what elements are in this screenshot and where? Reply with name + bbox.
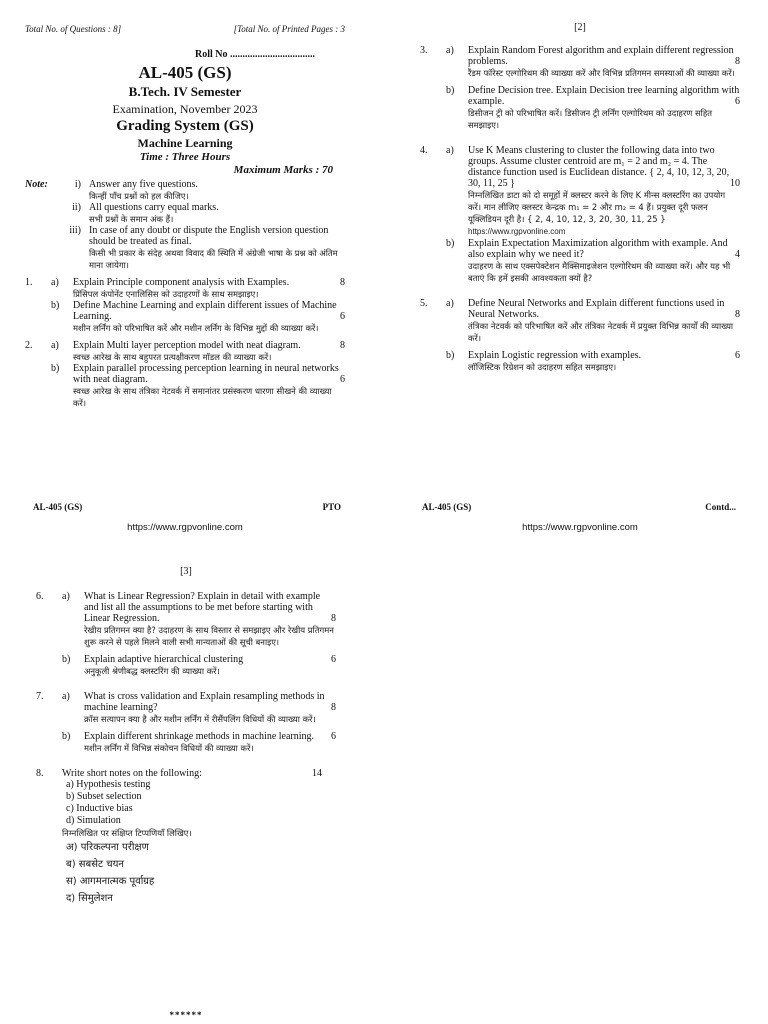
note-item: ii) All questions carry equal marks. सभी प्रश्नों के समान अंक हैं। bbox=[72, 201, 219, 224]
note-item: i) Answer any five questions. किन्हीं पाँच प्रश्नों को हल कीजिए। bbox=[74, 178, 198, 201]
marks: 8 bbox=[735, 56, 740, 67]
max-marks: Maximum Marks : 70 bbox=[233, 163, 333, 176]
question-8: 8. Write short notes on the following: 14 a) Hypothesis testing b) Subset selection c) Inductive bias d) Simulation निम्नलिखित पर संक्षिप्त टिप्पणियाँ लिखिए। अ) परिकल्पना परीक्षण ब) सबसेट चयन स) आगमनात्मक पूर्वाग्रह द) सिमुलेशन bbox=[36, 768, 336, 907]
semester: B.Tech. IV Semester bbox=[128, 83, 242, 99]
roll-no: Roll No .................................. bbox=[195, 48, 315, 60]
exam-page-2 bbox=[420, 22, 740, 542]
marks: 8 bbox=[340, 339, 345, 351]
question-3: 3. a) Explain Random Forest algorithm and explain different regression problems. 8 रैंडम फॉरेस्ट एल्गोरिथम की व्याख्या करें और विभिन्न प्रतिगमन समस्याओं की व्याख्या करें। b) Define Decision tree. Explain Decision tree learning algorithm with example. 6 डिसीजन ट्री को परिभाषित करें। डिसीजन ट्री लर्निंग एल्गोरिथम को उदाहरण सहित समझाइए। bbox=[420, 45, 740, 130]
website-url: https://www.rgpvonline.com bbox=[468, 227, 566, 236]
list-item: a) Hypothesis testing bbox=[66, 779, 151, 790]
marks: 6 bbox=[340, 373, 345, 385]
exam-time: Time : Three Hours bbox=[139, 150, 231, 163]
short-notes-list bbox=[62, 779, 336, 827]
footer-paper-code: AL-405 (GS) bbox=[422, 502, 472, 512]
marks: 8 bbox=[331, 613, 336, 624]
marks: 6 bbox=[735, 350, 740, 361]
total-pages: [Total No. of Printed Pages : 3 bbox=[233, 24, 345, 34]
list-item: स) आगमनात्मक पूर्वाग्रह bbox=[66, 876, 155, 887]
grading-scheme: Grading System (GS) bbox=[116, 117, 254, 134]
marks: 8 bbox=[331, 702, 336, 713]
short-notes-list-hindi bbox=[62, 839, 336, 907]
website-url: https://www.rgpvonline.com bbox=[522, 522, 638, 533]
question-number: 7. bbox=[36, 691, 44, 702]
subject-title: Machine Learning bbox=[137, 135, 233, 150]
note-label: Note: bbox=[25, 178, 48, 190]
exam-page-1 bbox=[25, 24, 345, 544]
end-of-paper-mark: ****** bbox=[169, 1010, 203, 1020]
website-url: https://www.rgpvonline.com bbox=[127, 522, 243, 533]
question-4: 4. a) Use K Means clustering to cluster the following data into two groups. Assume cluster centroid are m₁ = 2 and m₂ = 4. The distance function used is Euclidean distance. { 2, 4, 10, 12, 3, 20, 30, 11, 25 } 10 निम्नलिखित डाटा को दो समूहों में क्लस्टर करने के लिए K मीन्स क्लस्टरिंग का उपयोग करें। मान लीजिए क्लस्टर केन्द्रक m₁ = 2 और m₂ = 4 हैं। प्रयुक्त दूरी फलन यूक्लिडियन दूरी है। { 2, 4, 10, 12, 3, 20, 30, 11, 25 } https://www.rgpvonline.com b) Explain Expectation Maximization algorithm with example. And also explain why we need it? 4 उदाहरण के साथ एक्सपेक्टेशन मैक्सिमाइजेशन एल्गोरिथम की व्याख्या करें। और यह भी बताएं कि हमें इसकी आवश्यकता क्यों है? bbox=[420, 145, 740, 283]
marks: 6 bbox=[735, 96, 740, 107]
question-2: 2. a) Explain Multi layer perception model with neat diagram. 8 स्वच्छ आरेख के साथ बहुपरत प्रत्यक्षीकरण मॉडल की व्याख्या करें। b) Explain parallel processing perception learning in neural networks with neat diagram. 6 स्वच्छ आरेख के साथ तंत्रिका नेटवर्क में समानांतर प्रसंस्करण धारणा सीखने की व्याख्या करें। bbox=[25, 339, 345, 408]
page-footer bbox=[33, 502, 341, 512]
marks: 6 bbox=[331, 654, 336, 665]
list-item: d) Simulation bbox=[66, 815, 121, 826]
question-number: 6. bbox=[36, 591, 44, 602]
question-number: 5. bbox=[420, 298, 428, 309]
header-line bbox=[25, 24, 345, 35]
page-footer bbox=[422, 502, 736, 512]
question-number: 4. bbox=[420, 145, 428, 156]
question-5: 5. a) Define Neural Networks and Explain different functions used in Neural Networks. 8 तंत्रिका नेटवर्क को परिभाषित करें और तंत्रिका नेटवर्क में प्रयुक्त विभिन्न कार्यों की व्याख्या करें। b) Explain Logistic regression with examples. 6 लॉजिस्टिक रिग्रेशन को उदाहरण सहित समझाइए। bbox=[420, 298, 740, 372]
marks: 4 bbox=[735, 249, 740, 260]
question-7: 7. a) What is cross validation and Explain resampling methods in machine learning? 8 क्रॉस सत्यापन क्या है और मशीन लर्निंग में रीसैंपलिंग विधियों की व्याख्या करें। b) Explain different shrinkage methods in machine learning. 6 मशीन लर्निंग में विभिन्न संकोचन विधियों की व्याख्या करें। bbox=[36, 691, 336, 753]
footer-paper-code: AL-405 (GS) bbox=[33, 502, 83, 512]
question-6: 6. a) What is Linear Regression? Explain in detail with example and list all the assumptions to be met before starting with Linear Regression. 8 रेखीय प्रतिगमन क्या है? उदाहरण के साथ विस्तार से समझाइए और रेखीय प्रतिगमन शुरू करने से पहले मिलने वाली सभी मान्यताओं की सूची बनाइए। b) Explain adaptive hierarchical clustering 6 अनुकूली श्रेणीबद्ध क्लस्टरिंग की व्याख्या करें। bbox=[36, 591, 336, 676]
question-number: 2. bbox=[25, 339, 33, 351]
note-item: iii) In case of any doubt or dispute the English version question should be treated as final. किसी भी प्रकार के संदेह अथवा विवाद की स्थिति में अंग्रेजी भाषा के प्रश्न को अंतिम माना जायेगा। bbox=[69, 224, 338, 270]
question-1: 1. a) Explain Principle component analysis with Examples. 8 प्रिंसिपल कंपोनेंट एनालिसिस को उदाहरणों के साथ समझाइए। b) Define Machine Learning and explain different issues of Machine Learning. 6 मशीन लर्निंग को परिभाषित करें और मशीन लर्निंग के विभिन्न मुद्दों की व्याख्या करें। bbox=[25, 276, 345, 333]
marks: 6 bbox=[331, 731, 336, 742]
page-number: [3] bbox=[180, 566, 192, 577]
list-item: अ) परिकल्पना परीक्षण bbox=[66, 842, 149, 853]
question-number: 8. bbox=[36, 768, 44, 779]
question-number: 3. bbox=[420, 45, 428, 56]
total-questions: Total No. of Questions : 8] bbox=[25, 24, 122, 34]
footer-pto: PTO bbox=[322, 502, 341, 512]
list-item: ब) सबसेट चयन bbox=[66, 859, 124, 870]
marks: 6 bbox=[340, 310, 345, 322]
footer-contd: Contd... bbox=[705, 502, 736, 512]
exam-session: Examination, November 2023 bbox=[112, 101, 258, 116]
instructions bbox=[25, 179, 345, 271]
page-number: [2] bbox=[574, 22, 586, 33]
marks: 8 bbox=[340, 276, 345, 288]
marks: 14 bbox=[312, 768, 322, 779]
paper-code: AL-405 (GS) bbox=[138, 62, 232, 82]
marks: 10 bbox=[730, 178, 740, 189]
list-item: b) Subset selection bbox=[66, 791, 142, 802]
list-item: द) सिमुलेशन bbox=[66, 893, 113, 904]
list-item: c) Inductive bias bbox=[66, 803, 133, 814]
marks: 8 bbox=[735, 309, 740, 320]
exam-page-3 bbox=[36, 566, 336, 1020]
question-number: 1. bbox=[25, 276, 33, 288]
